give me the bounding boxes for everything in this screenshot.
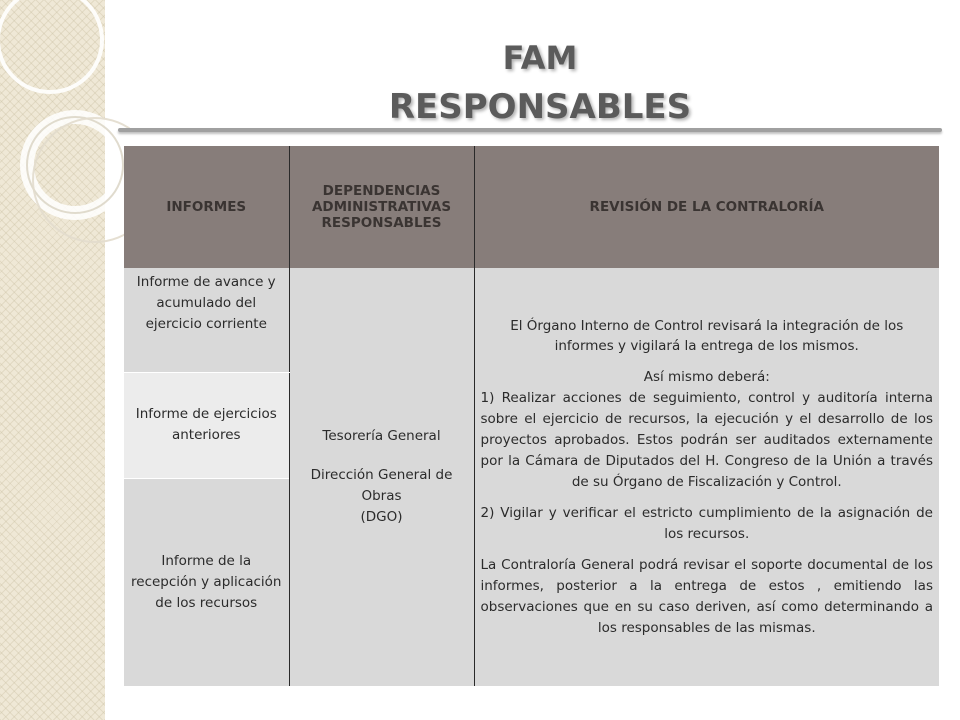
revision-cell: [474, 268, 939, 686]
responsables-table: [124, 146, 939, 686]
header-dependencias: DEPENDENCIAS ADMINISTRATIVAS RESPONSABLES: [289, 146, 474, 268]
page-subtitle: RESPONSABLES: [388, 87, 692, 127]
revision-item-2: 2) Vigilar y verificar el estricto cumplimiento de la asignación de los recursos.: [480, 504, 933, 542]
informe-cell: Informe de la recepción y aplicación de los recursos: [124, 478, 289, 686]
table-header-row: [124, 146, 939, 268]
dependencias-cell: [289, 268, 474, 686]
informe-cell: Informe de avance y acumulado del ejercicio corriente: [124, 268, 289, 372]
revision-contraloria: La Contraloría General podrá revisar el soporte documental de los informes, posterior a la entrega de estos , emitiendo las observaciones que en su caso deriven, así como determinando a los responsables de las mismas.: [480, 556, 933, 636]
revision-intro: El Órgano Interno de Control revisará la integración de los informes y vigilará la entrega de los mismos.: [510, 317, 904, 355]
dependencia-dgo-abbr: (DGO): [360, 508, 403, 525]
dependencia-dgo: Dirección General de Obras: [310, 467, 453, 504]
header-revision: REVISIÓN DE LA CONTRALORÍA: [474, 146, 939, 268]
page-title: FAM: [502, 39, 578, 77]
header-informes: INFORMES: [124, 146, 289, 268]
decorative-circles: [0, 0, 130, 300]
dependencia-tesoreria: Tesorería General: [322, 428, 441, 445]
revision-item-1: 1) Realizar acciones de seguimiento, control y auditoría interna sobre el ejercicio de recursos, la ejecución y el desarrollo de los proyectos aprobados. Estos podrán ser auditados externamente por la Cámara de Diputados del H. Congreso de la Unión a través de su Órgano de Fiscalización y Control.: [480, 390, 933, 490]
title-divider: [118, 128, 942, 132]
informe-cell: Informe de ejercicios anteriores: [124, 372, 289, 478]
table-row: [124, 268, 939, 372]
revision-asimismo: Así mismo deberá:: [643, 369, 770, 386]
